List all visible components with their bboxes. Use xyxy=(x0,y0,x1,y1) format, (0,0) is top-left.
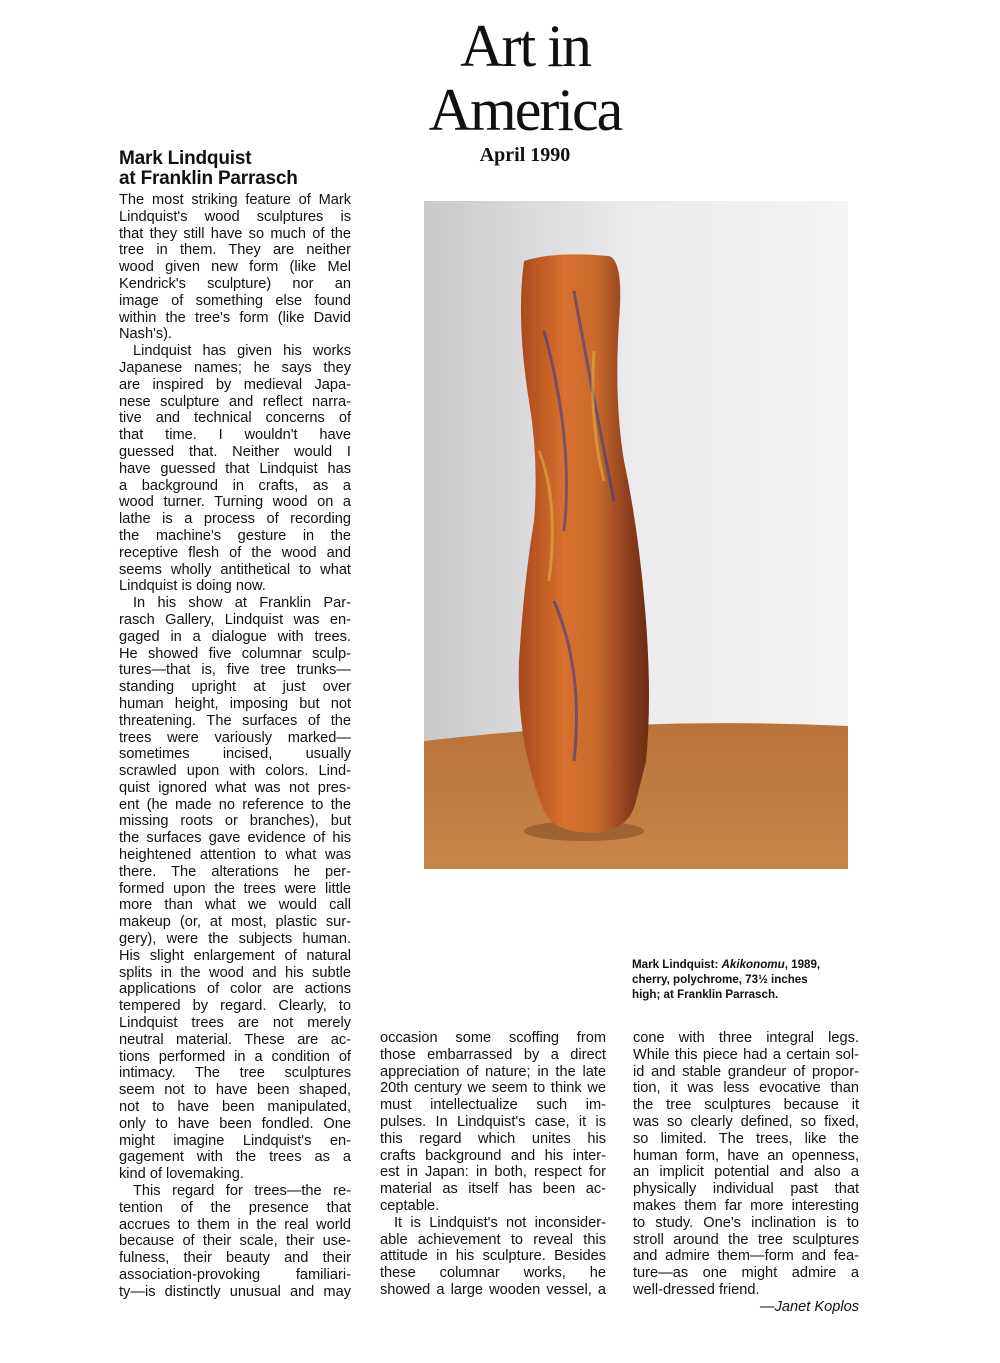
text-line: It is Lindquist's not inconsider- xyxy=(394,1214,606,1231)
photo-caption xyxy=(632,957,820,1002)
text-line: missing roots or branches), but xyxy=(119,813,351,830)
text-line: that they still have so much of the xyxy=(119,225,351,242)
text-line: because of their scale, their use- xyxy=(119,1233,351,1250)
text-line: Nash's). xyxy=(119,326,173,343)
text-line: image of something else found xyxy=(119,292,351,309)
text-line: well-dressed friend. xyxy=(633,1281,760,1298)
text-line: This regard for trees—the re- xyxy=(133,1183,351,1200)
text-line: kind of lovemaking. xyxy=(119,1166,244,1183)
text-line: human form, have an openness, xyxy=(633,1147,859,1164)
text-line: wood turner. Turning wood on a xyxy=(119,494,351,511)
caption-line: high; at Franklin Parrasch. xyxy=(632,988,779,1001)
text-line: tive and technical concerns of xyxy=(119,410,351,427)
text-line: showed a large wooden vessel, a xyxy=(380,1281,606,1298)
text-line: tion, it was less evocative than xyxy=(633,1080,859,1097)
text-line: intimacy. The tree sculptures xyxy=(119,1065,351,1082)
text-line: Lindquist is doing now. xyxy=(119,578,266,595)
text-line: ty—is distinctly unusual and may xyxy=(119,1283,351,1300)
text-line: makes them far more interesting xyxy=(633,1197,859,1214)
text-line: human height, imposing but not xyxy=(119,695,351,712)
text-line: within the tree's form (like David xyxy=(119,309,351,326)
text-line: pulses. In Lindquist's case, it is xyxy=(380,1113,606,1130)
text-line: He showed five columnar sculp- xyxy=(119,645,351,662)
text-line: threatening. The surfaces of the xyxy=(119,712,351,729)
text-line: so limited. The trees, like the xyxy=(633,1130,859,1147)
text-line: those embarrassed by a direct xyxy=(380,1046,606,1063)
text-line: crafts background and his inter- xyxy=(380,1147,606,1164)
text-line: wood given new form (like Mel xyxy=(119,259,351,276)
text-line: In his show at Franklin Par- xyxy=(133,595,351,612)
text-line: accrues to them in the real world xyxy=(119,1216,351,1233)
text-line: guessed that. Neither would I xyxy=(119,443,351,460)
text-line: Japanese names; he says they xyxy=(119,359,351,376)
text-line: id and stable grandeur of propor- xyxy=(633,1063,859,1080)
text-line: trees were variously marked— xyxy=(119,729,351,746)
text-line: sometimes incised, usually xyxy=(119,746,351,763)
text-line: neutral material. These are ac- xyxy=(119,1031,351,1048)
text-line: tention of the presence that xyxy=(119,1199,351,1216)
article-headline xyxy=(119,149,298,189)
text-line: attitude in his sculpture. Besides xyxy=(380,1248,606,1265)
headline-line: at Franklin Parrasch xyxy=(119,168,298,189)
text-line: The most striking feature of Mark xyxy=(119,192,351,208)
text-line: nese sculpture and reflect narra- xyxy=(119,393,351,410)
text-line: appreciation of nature; in the late xyxy=(380,1063,606,1080)
text-line: an implicit potential and also a xyxy=(633,1164,859,1181)
text-line: gagement with the trees as a xyxy=(119,1149,351,1166)
text-line: While this piece had a certain sol- xyxy=(633,1046,859,1063)
text-line: makeup (or, at most, plastic sur- xyxy=(119,914,351,931)
text-line: heightened attention to what was xyxy=(119,847,351,864)
text-line: was so clearly defined, so fixed, xyxy=(633,1113,859,1130)
text-line: the tree sculptures because it xyxy=(633,1097,859,1114)
text-line: splits in the wood and his subtle xyxy=(119,964,351,981)
text-line: tures—that is, five tree trunks— xyxy=(119,662,351,679)
text-line: tions performed in a condition of xyxy=(119,1048,351,1065)
text-line: have guessed that Lindquist has xyxy=(119,460,351,477)
headline-line: Mark Lindquist xyxy=(119,148,252,169)
sculpture-photo xyxy=(424,201,848,869)
text-line: Lindquist's wood sculptures is xyxy=(119,208,351,225)
text-line: applications of color are actions xyxy=(119,981,351,998)
text-line: tree in them. They are neither xyxy=(119,242,351,259)
text-line: a background in crafts, as a xyxy=(119,477,351,494)
text-line: to study. One's inclination is to xyxy=(633,1214,859,1231)
text-line: seems wholly antithetical to what xyxy=(119,561,351,578)
text-line: rasch Gallery, Lindquist was en- xyxy=(119,611,351,628)
masthead xyxy=(360,14,690,167)
text-column-3 xyxy=(633,1030,859,1316)
text-line: standing upright at just over xyxy=(119,679,351,696)
text-line: the surfaces gave evidence of his xyxy=(119,830,351,847)
text-line: physically individual past that xyxy=(633,1181,859,1198)
text-line: scrawled upon with colors. Lind- xyxy=(119,763,351,780)
text-line: stroll around the tree sculptures xyxy=(633,1231,859,1248)
text-line: Lindquist trees are not merely xyxy=(119,1015,351,1032)
issue-date: April 1990 xyxy=(479,144,571,166)
text-line: not to have been manipulated, xyxy=(119,1099,351,1116)
text-line: lathe is a process of recording xyxy=(119,511,351,528)
text-line: ent (he made no reference to the xyxy=(119,796,351,813)
caption-year: , 1989, xyxy=(784,958,821,971)
text-line: His slight enlargement of natural xyxy=(119,947,351,964)
text-line: this regard which unites his xyxy=(380,1130,606,1147)
author-byline: —Janet Koplos xyxy=(760,1298,859,1315)
text-line: more than what we would call xyxy=(119,897,351,914)
text-line: must intellectualize such im- xyxy=(380,1097,606,1114)
text-line: fulness, their beauty and their xyxy=(119,1250,351,1267)
text-line: might imagine Lindquist's en- xyxy=(119,1132,351,1149)
text-line: there. The alterations he per- xyxy=(119,863,351,880)
caption-line: cherry, polychrome, 73½ inches xyxy=(632,973,808,986)
text-line: these columnar works, he xyxy=(380,1265,606,1282)
text-line: Kendrick's sculpture) nor an xyxy=(119,275,351,292)
text-line: gery), were the subjects human. xyxy=(119,931,351,948)
text-line: tempered by regard. Clearly, to xyxy=(119,998,351,1015)
text-line: ture—as one might admire a xyxy=(633,1265,859,1282)
text-line: the machine's gesture in the xyxy=(119,527,351,544)
text-line: Lindquist has given his works xyxy=(133,343,351,360)
text-line: seem not to have been shaped, xyxy=(119,1082,351,1099)
text-line: material as itself has been ac- xyxy=(380,1181,606,1198)
text-line: ceptable. xyxy=(380,1197,440,1214)
text-line: and admire them—form and fea- xyxy=(633,1248,859,1265)
text-line: only to have been fondled. One xyxy=(119,1115,351,1132)
text-line: are inspired by medieval Japa- xyxy=(119,376,351,393)
caption-artist: Mark Lindquist: xyxy=(632,958,719,971)
text-line: association-provoking familiari- xyxy=(119,1267,351,1283)
text-line: formed upon the trees were little xyxy=(119,880,351,897)
text-line: occasion some scoffing from xyxy=(380,1030,606,1046)
text-line: cone with three integral legs. xyxy=(633,1030,859,1046)
text-line: able achievement to reveal this xyxy=(380,1231,606,1248)
text-line: est in Japan: in both, respect for xyxy=(380,1164,606,1181)
text-line: receptive flesh of the wood and xyxy=(119,544,351,561)
text-line: 20th century we seem to think we xyxy=(380,1080,606,1097)
caption-title: Akikonomu xyxy=(721,958,785,971)
text-line: that time. I wouldn't have xyxy=(119,427,351,444)
text-line: gaged in a dialogue with trees. xyxy=(119,628,351,645)
text-column-2 xyxy=(380,1030,606,1299)
text-line: quist ignored what was not pres- xyxy=(119,779,351,796)
text-column-1 xyxy=(119,192,351,1301)
magazine-title: Art in America xyxy=(428,13,622,143)
